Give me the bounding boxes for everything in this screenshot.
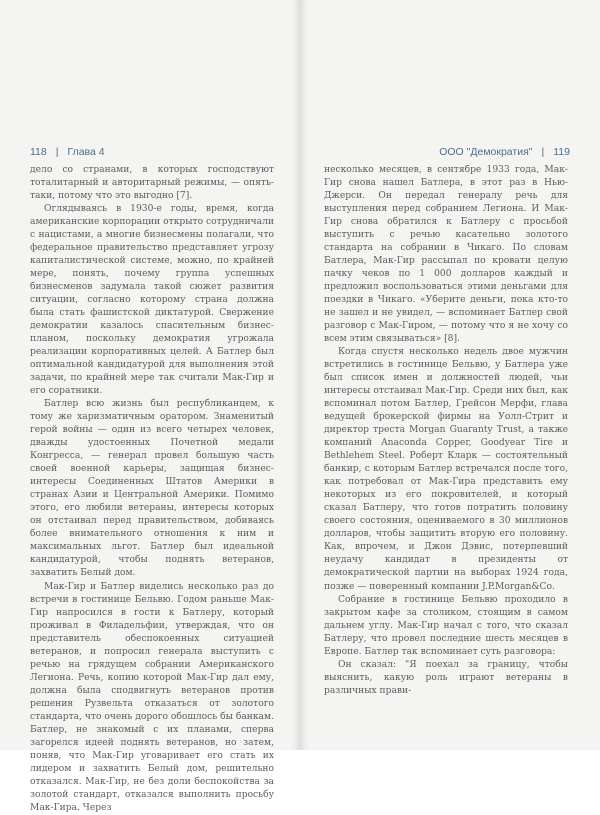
right-page [300, 0, 600, 750]
paragraph: Мак-Гир и Батлер виделись несколько раз до встречи в гостинице Бельвю. Годом раньше Мак-Гир напросился в гости к Батлеру, который проживал в Филадельфии, утверждая, что он представитель обеспокоенных ситуацией ветеранов, и попросил генерала выступить с речью на грядущем собрании Американского Легиона. Речь, копию которой Мак-Гир дал ему, должна была сподвигнуть ветеранов против решения Рузвельта отказаться от золотого стандарта, что очень дорого обошлось бы банкам. Батлер, не знакомый с их планами, сперва загорелся идеей поднять ветеранов, но затем, поняв, что Мак-Гир уговаривает его стать их лидером и захватить Белый дом, решительно отказался. Мак-Гир, не без доли беспокойства за золотой стандарт, отказался выполнить просьбу Мак-Гира. Через [30, 581, 274, 813]
running-head-separator: | [55, 146, 59, 158]
left-running-head [30, 146, 105, 158]
left-page [0, 0, 300, 813]
paragraph: несколько месяцев, в сентябре 1933 года, Мак-Гир снова нашел Батлера, в этот раз в Нью-Джерси. Он передал генералу речь для выступления перед собранием Легиона. И Мак-Гир снова обратился к Батлеру с просьбой выступить с речью касательно золотого стандарта на собрании в Чикаго. По словам Батлера, Мак-Гир рассыпал по кровати целую пачку чеков по 1 000 долларов каждый и предложил воспользоваться этими деньгами для поездки в Чикаго. «Уберите деньги, пока кто-то не зашел и не увидел, — вспоминает Батлер свой разговор с Мак-Гиром, — потому что я не хочу со всем этим связываться» [8]. [324, 165, 568, 345]
right-page-text [324, 164, 568, 698]
running-head-separator: | [541, 146, 545, 158]
paragraph: Когда спустя несколько недель двое мужчин встретились в гостинице Бельвю, у Батлера уже был список имен и должностей людей, чьи интересы отстаивал Мак-Гир. Среди них был, как вспоминал потом Батлер, Грейсон Мерфи, глава ведущей брокерской фирмы на Уолл-Стрит и директор треста Morgan Guaranty Trust, а также компаний Anaconda Copper, Goodyear Tire и Bethlehem Steel. Роберт Кларк — состоятельный банкир, с которым Батлер встречался после того, как потребовал от Мак-Гира представить ему некоторых из его покровителей, и который сказал Батлеру, что готов потратить половину своего состояния, оцениваемого в 30 миллионов долларов, чтобы защитить вторую его половину. Как, впрочем, и Джон Дэвис, потерпевший неудачу кандидат в президенты от демократической партии на выборах 1924 года, позже — поверенный компании J.P.Morgan&Co. [324, 347, 568, 592]
left-page-text [30, 164, 274, 815]
paragraph: дело со странами, в которых господствуют тоталитарный и авторитарный режимы, — опять-таки, потому что это выгодно [7]. [30, 165, 274, 202]
right-chapter-title: ООО "Демократия" [439, 146, 533, 158]
paragraph: Собрание в гостинице Бельвю проходило в закрытом кафе за столиком, стоящим в самом дальнем углу. Мак-Гир начал с того, что сказал Батлеру, что провел последние шесть месяцев в Европе. Батлер так вспоминает суть разговора: [324, 594, 568, 657]
left-chapter-title: Глава 4 [67, 146, 105, 158]
left-page-number: 118 [30, 146, 47, 158]
right-page-number: 119 [553, 146, 570, 158]
paragraph: Оглядываясь в 1930-е годы, время, когда американские корпорации открыто сотрудничали с нацистами, а многие бизнесмены полагали, что федеральное правительство представляет угрозу капиталистической системе, можно, по крайней мере, понять, почему группа успешных бизнесменов задумала такой сюжет развития ситуации, согласно которому страна должна была стать фашистской диктатурой. Свержение демократии казалось спасительным бизнес-планом, поскольку демократия угрожала реализации корпоративных целей. А Батлер был оптимальной кандидатурой для выполнения этой задачи, по крайней мере так считали Мак-Гир и его соратники. [30, 204, 274, 397]
right-running-head [439, 146, 570, 158]
quote-paragraph: Он сказал: "Я поехал за границу, чтобы выяснить, какую роль играют ветераны в различных прави- [324, 659, 568, 696]
paragraph: Батлер всю жизнь был республиканцем, к тому же харизматичным оратором. Знаменитый герой войны — один из всего четырех человек, дважды удостоенных Почетной медали Конгресса, — генерал провел большую часть своей военной карьеры, защищая бизнес-интересы Соединенных Штатов Америки в странах Азии и Центральной Америки. Помимо этого, его любили ветераны, интересы которых он отстаивал перед правительством, добиваясь более внимательного отношения к ним и максимальных льгот. Батлер был идеальной кандидатурой, чтобы поднять ветеранов, захватить Белый дом. [30, 399, 274, 579]
